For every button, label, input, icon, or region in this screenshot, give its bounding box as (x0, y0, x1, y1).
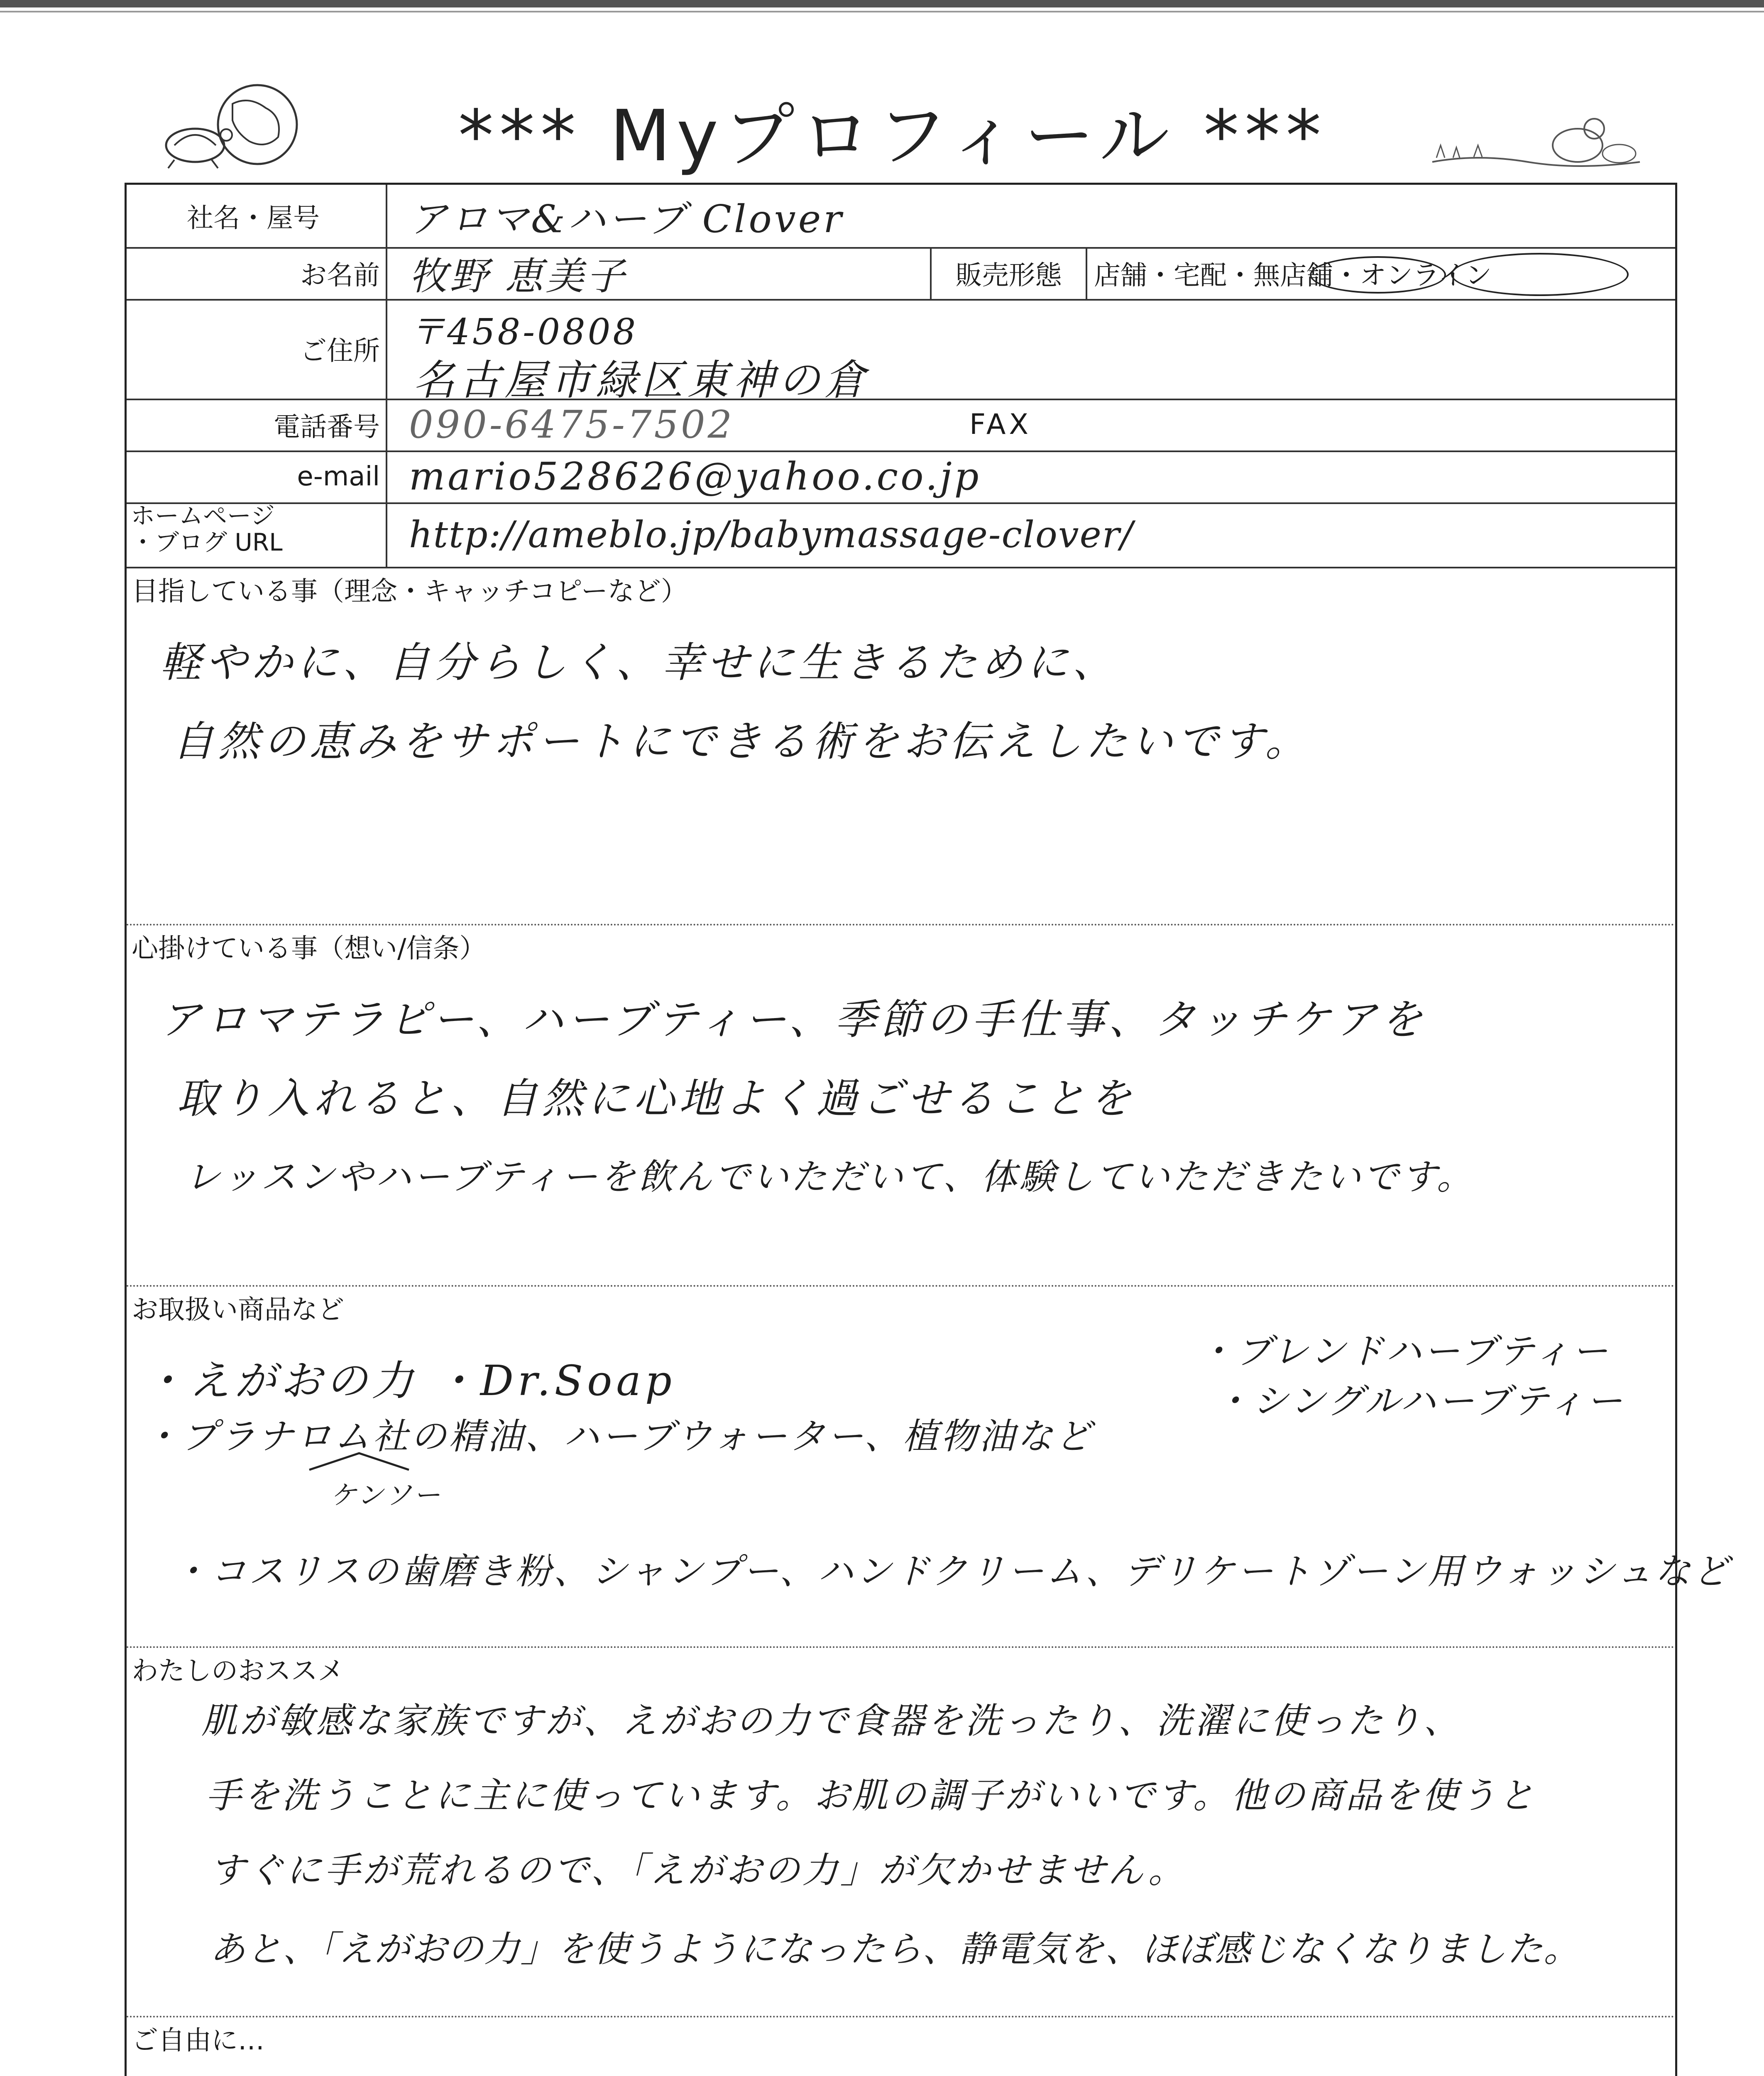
homepage-label (127, 502, 387, 567)
products-right-2: ・シングルハーブティー (1214, 1381, 1625, 1422)
email-row (127, 450, 1675, 504)
title-row (125, 71, 1661, 177)
sales-options: 店舗・宅配・無店舗・オンライン (1094, 260, 1492, 291)
homepage-label-line1: ホームページ (131, 502, 275, 530)
recommend-line-2: 手を洗うことに主に使っています。お肌の調子がいいです。他の商品を使うと (206, 1775, 1537, 1816)
address-zip: 〒458-0808 (409, 311, 639, 353)
fax-label: FAX (969, 408, 1032, 441)
goal-line-1: 軽やかに、自分らしく、幸せに生きるために、 (160, 638, 1118, 687)
recommend-heading: わたしのおススメ (132, 1656, 344, 1687)
free-line-1 (185, 2074, 1441, 2076)
homepage-value: http://ameblo.jp/babymassage-clover/ (409, 513, 1134, 556)
free-section (127, 2016, 1675, 2076)
top-border-line (0, 0, 1764, 7)
phone-label: 電話番号 (127, 399, 387, 450)
goal-line-2: 自然の恵みをサポートにできる術をお伝えしたいです。 (172, 717, 1311, 766)
belief-line-1: アロマテラピー、ハーブティー、季節の手仕事、タッチケアを (160, 995, 1426, 1044)
products-heading: お取扱い商品など (132, 1295, 344, 1325)
caret-mark (305, 1449, 413, 1474)
recommend-line-3: すぐに手が荒れるので、「えがおの力」が欠かせません。 (210, 1850, 1187, 1891)
belief-line-3: レッスンやハーブティーを飲んでいただいて、体験していただきたいです。 (185, 1156, 1475, 1198)
products-line-1: ・えがおの力 ・Dr.Soap (143, 1356, 676, 1405)
free-heading: ご自由に… (132, 2025, 264, 2056)
address-row (127, 299, 1675, 404)
products-right-1: ・ブレンドハーブティー (1198, 1331, 1610, 1372)
name-row (127, 247, 1675, 301)
address-label: ご住所 (127, 299, 387, 399)
company-row (127, 185, 1675, 249)
goal-heading: 目指している事（理念・キャッチコピーなど） (132, 576, 687, 607)
phone-row (127, 399, 1675, 452)
products-section (127, 1285, 1731, 1648)
products-note: ケンソー (330, 1480, 442, 1511)
company-value: アロマ&ハーブ Clover (409, 197, 844, 241)
phone-value: 090-6475-7502 (409, 402, 735, 447)
name-value: 牧野 恵美子 (409, 254, 627, 299)
homepage-label-line2: ・ブログ URL (131, 528, 283, 556)
belief-heading: 心掛けている事（想い/信条） (132, 933, 486, 964)
address-value: 名古屋市緑区東神の倉 (413, 356, 870, 404)
decorative-animals-illustration (1428, 100, 1644, 174)
recommend-section (127, 1646, 1675, 2017)
profile-form (125, 183, 1731, 2076)
company-label: 社名・屋号 (127, 185, 387, 247)
sales-label: 販売形態 (932, 247, 1087, 299)
recommend-line-1: 肌が敏感な家族ですが、えがおの力で食器を洗ったり、洗濯に使ったり、 (201, 1700, 1462, 1742)
email-label: e-mail (127, 450, 387, 502)
page-title: *** Myプロフィール *** (458, 95, 1327, 177)
belief-section (127, 924, 1675, 1287)
goal-section (127, 567, 1675, 925)
belief-line-2: 取り入れると、自然に心地よく過ごせることを (176, 1074, 1135, 1123)
products-line-3: ・コスリスの歯磨き粉、シャンプー、ハンドクリーム、デリケートゾーン用ウォッシュなど (172, 1551, 1731, 1592)
recommend-line-4: あと、「えがおの力」を使うようになったら、静電気を、ほぼ感じなくなりました。 (210, 1929, 1580, 1970)
homepage-row (127, 502, 1675, 568)
products-line-2: ・プラナロム社の精油、ハーブウォーター、植物油など (143, 1416, 1094, 1457)
email-value: mario528626@yahoo.co.jp (409, 454, 981, 499)
circle-mark-mutenpo (1310, 256, 1446, 294)
name-label: お名前 (127, 247, 387, 299)
top-border-line-thin (0, 11, 1764, 12)
circle-mark-online (1451, 253, 1629, 296)
